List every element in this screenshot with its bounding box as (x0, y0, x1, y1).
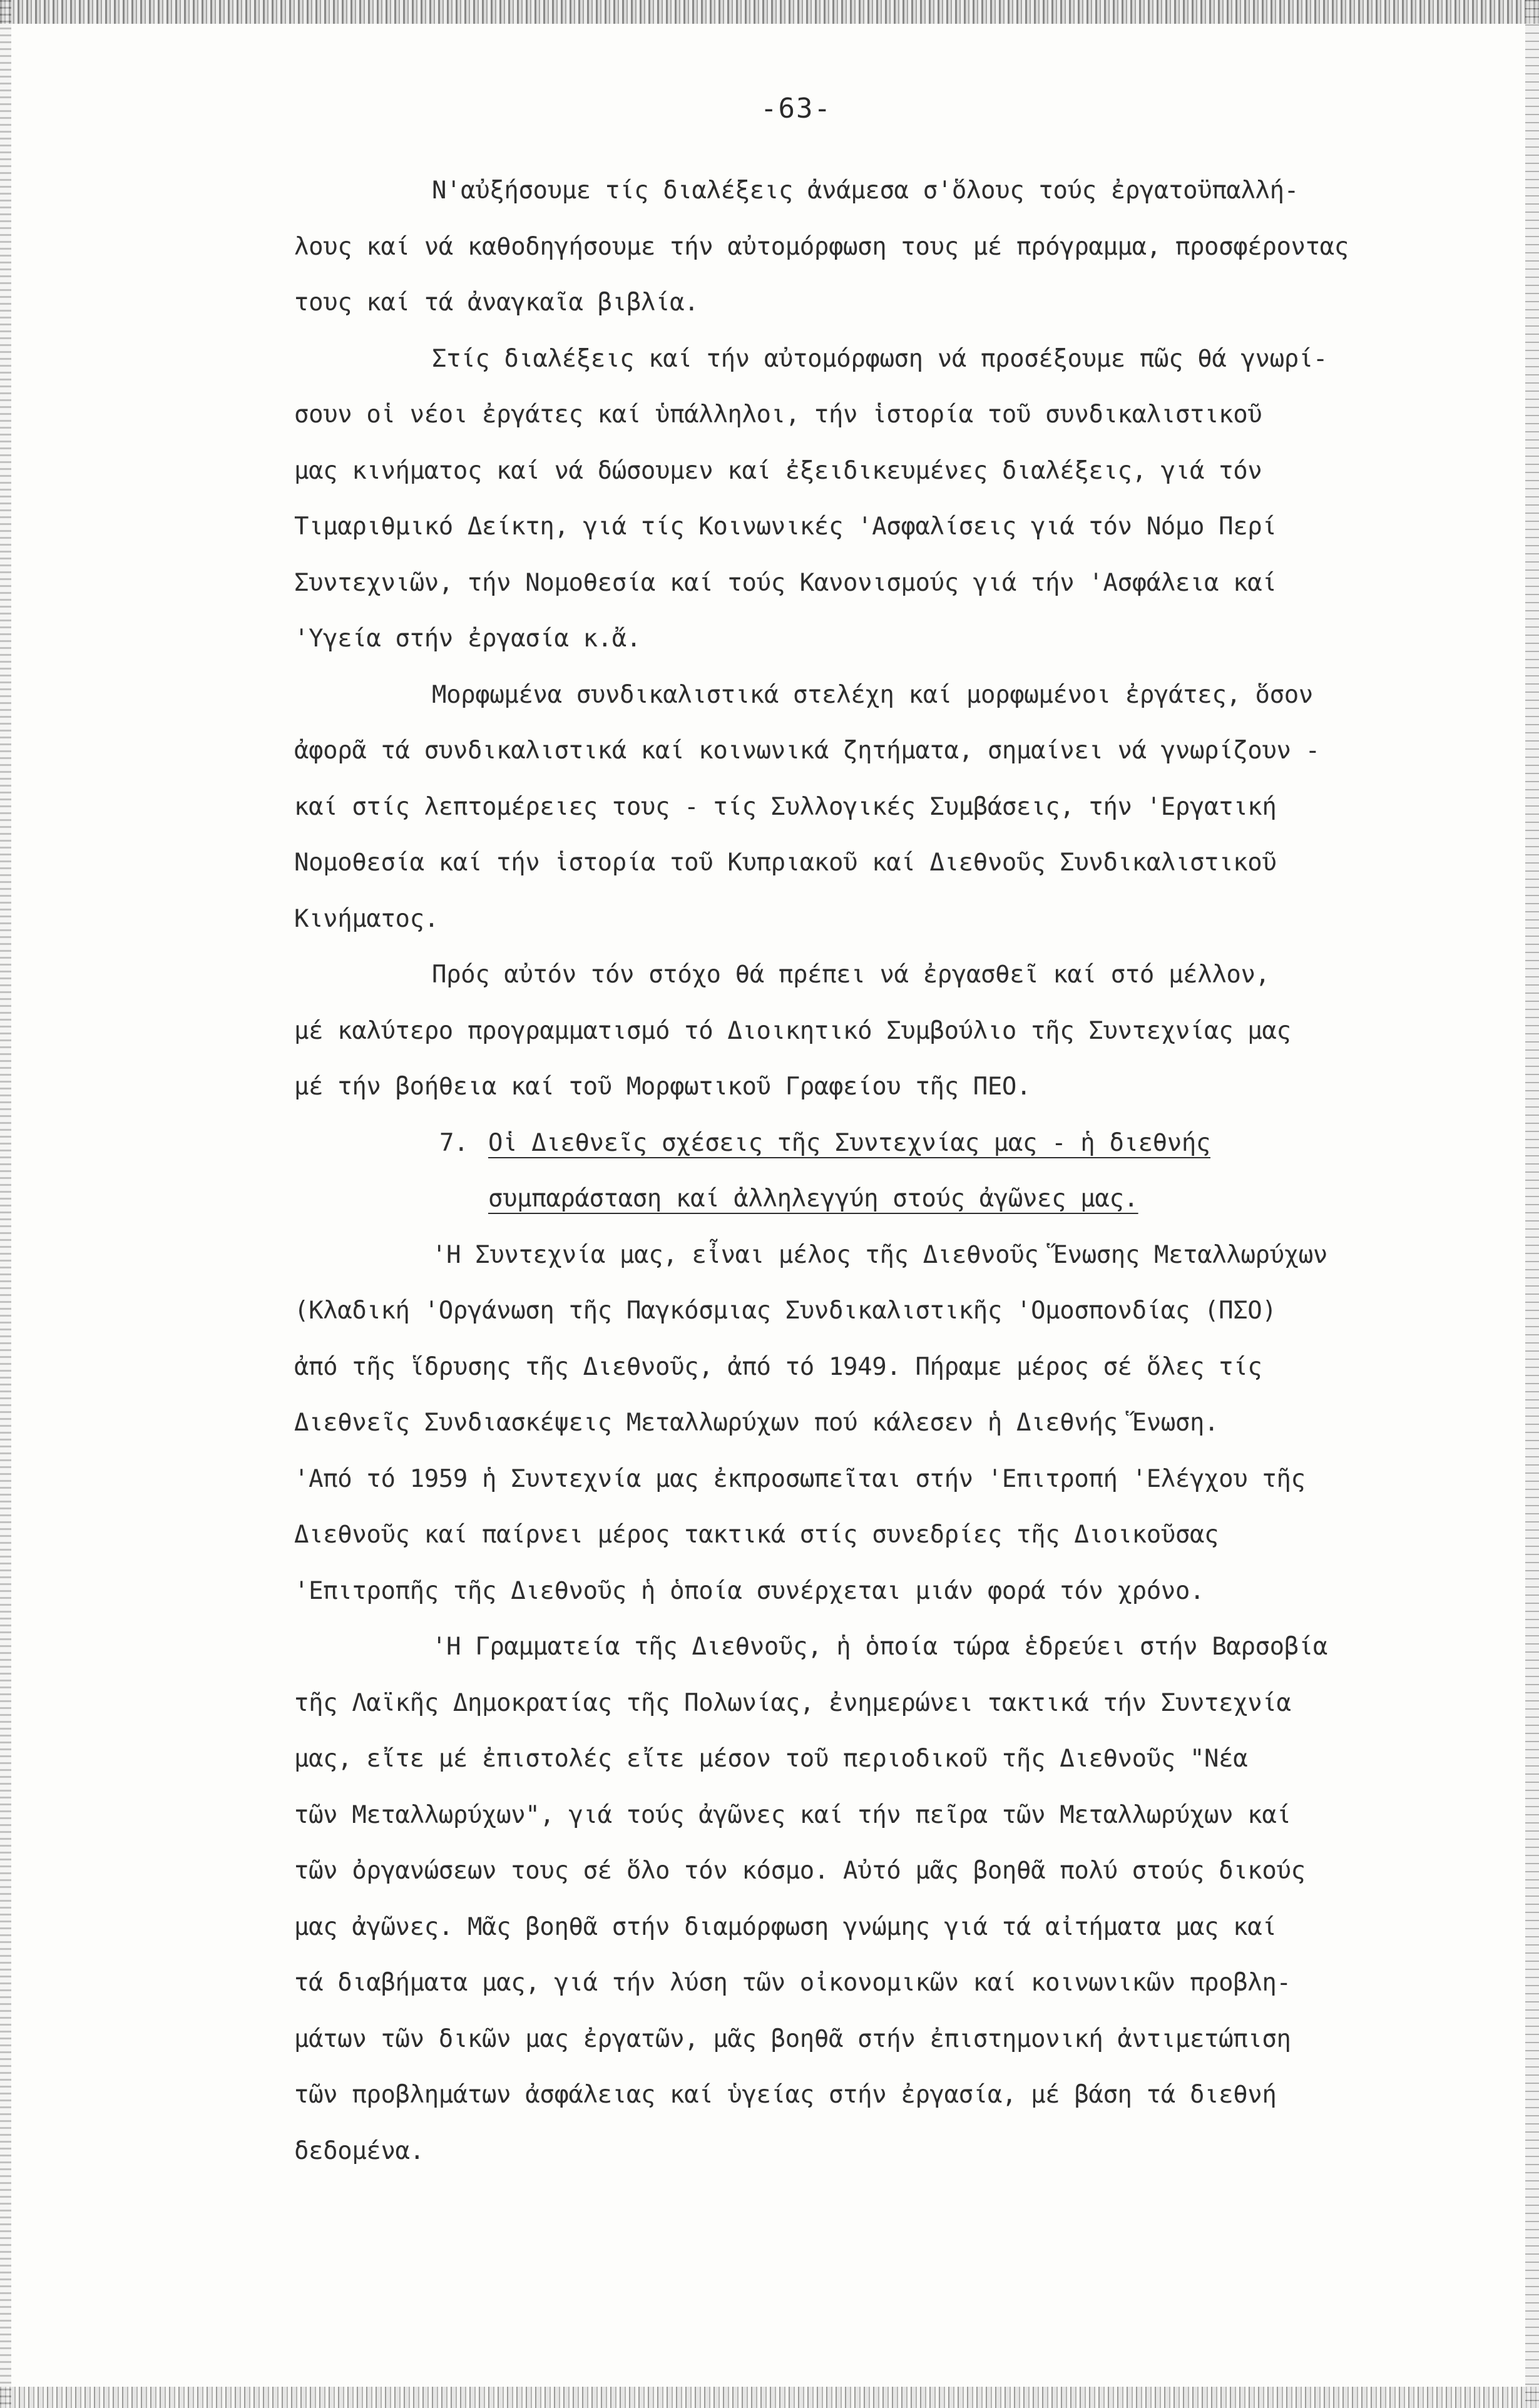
section-title-line-2: συμπαράσταση καί ἀλληλεγγύη στούς ἀγῶνες μας. (488, 1185, 1138, 1213)
section-paragraph-2-line-4: τῶν Μεταλλωρύχων", γιά τούς ἀγῶνες καί τήν πεῖρα τῶν Μεταλλωρύχων καί (294, 1800, 1291, 1829)
section-paragraph-1-line-4: Διεθνεῖς Συνδιασκέψεις Μεταλλωρύχων πού κάλεσεν ἡ Διεθνής Ἕνωση. (294, 1409, 1219, 1437)
scan-edge-right (1525, 0, 1539, 2408)
section-paragraph-2-line-5: τῶν ὀργανώσεων τους σέ ὅλο τόν κόσμο. Αὐτό μᾶς βοηθᾶ πολύ στούς δικούς (294, 1857, 1306, 1885)
page-number: -63- (760, 93, 832, 125)
section-paragraph-2-line-3: μας, εἴτε μέ ἐπιστολές εἴτε μέσον τοῦ περιοδικοῦ τῆς Διεθνοῦς "Νέα (294, 1745, 1248, 1773)
section-heading-continued (294, 1171, 1427, 1227)
section-paragraph-1-line-6: Διεθνοῦς καί παίρνει μέρος τακτικά στίς συνεδρίες τῆς Διοικοῦσας (294, 1521, 1219, 1549)
section-paragraph-2-line-7: τά διαβήματα μας, γιά τήν λύση τῶν οἰκονομικῶν καί κοινωνικῶν προβλη- (294, 1969, 1291, 1997)
section-paragraph-1-line-3: ἀπό τῆς ἵδρυσης τῆς Διεθνοῦς, ἀπό τό 1949. Πήραμε μέρος σέ ὅλες τίς (294, 1352, 1262, 1381)
paragraph-3-line-3: καί στίς λεπτομέρειες τους - τίς Συλλογικές Συμβάσεις, τήν 'Εργατική (294, 792, 1277, 821)
paragraph-2-line-4: Τιμαριθμικό Δείκτη, γιά τίς Κοινωνικές 'Ασφαλίσεις γιά τόν Νόμο Περί (294, 513, 1277, 541)
paragraph-1-line-3: τους καί τά ἀναγκαῖα βιβλία. (294, 288, 699, 317)
document-body (294, 163, 1427, 2179)
section-paragraph-2-line-9: τῶν προβλημάτων ἀσφάλειας καί ὑγείας στήν ἐργασία, μέ βάση τά διεθνή (294, 2081, 1277, 2109)
paragraph-3-line-2: ἀφορᾶ τά συνδικαλιστικά καί κοινωνικά ζητήματα, σημαίνει νά γνωρίζουν - (294, 737, 1320, 765)
paragraph-3-line-5: Κινήματος. (294, 904, 439, 933)
section-number: 7. (439, 1128, 469, 1157)
section-paragraph-2-line-6: μας ἀγῶνες. Μᾶς βοηθᾶ στήν διαμόρφωση γνώμης γιά τά αἰτήματα μας καί (294, 1912, 1277, 1941)
paragraph-4-line-2: μέ καλύτερο προγραμματισμό τό Διοικητικό Συμβούλιο τῆς Συντεχνίας μας (294, 1016, 1291, 1045)
paragraph-4-line-3: μέ τήν βοήθεια καί τοῦ Μορφωτικοῦ Γραφείου τῆς ΠΕΟ. (294, 1073, 1031, 1101)
section-paragraph-2-line-1: 'Η Γραμματεία τῆς Διεθνοῦς, ἡ ὁποία τώρα ἑδρεύει στήν Βαρσοβία (432, 1633, 1327, 1661)
section-paragraph-1-line-7: 'Επιτροπῆς τῆς Διεθνοῦς ἡ ὁποία συνέρχεται μιάν φορά τόν χρόνο. (294, 1576, 1205, 1605)
paragraph-2-line-1: Στίς διαλέξεις καί τήν αὐτομόρφωση νά προσέξουμε πῶς θά γνωρί- (432, 344, 1327, 373)
paragraph-1-line-2: λους καί νά καθοδηγήσουμε τήν αὐτομόρφωση τους μέ πρόγραμμα, προσφέροντας (294, 232, 1349, 261)
section-paragraph-2-line-10: δεδομένα. (294, 2136, 424, 2165)
section-paragraph-1-line-5: 'Από τό 1959 ἡ Συντεχνία μας ἐκπροσωπεῖται στήν 'Επιτροπή 'Ελέγχου τῆς (294, 1464, 1306, 1493)
paragraph-2-line-2: σουν οἱ νέοι ἐργάτες καί ὑπάλληλοι, τήν ἱστορία τοῦ συνδικαλιστικοῦ (294, 400, 1262, 429)
section-title-line-1: Οἱ Διεθνεῖς σχέσεις τῆς Συντεχνίας μας - ἡ διεθνής (488, 1128, 1210, 1157)
scan-edge-bottom (0, 2387, 1539, 2408)
paragraph-3-line-4: Νομοθεσία καί τήν ἱστορία τοῦ Κυπριακοῦ καί Διεθνοῦς Συνδικαλιστικοῦ (294, 849, 1277, 877)
section-paragraph-1-line-1: 'Η Συντεχνία μας, εἶναι μέλος τῆς Διεθνοῦς Ἕνωσης Μεταλλωρύχων (432, 1240, 1327, 1269)
section-paragraph-2-line-2: τῆς Λαϊκῆς Δημοκρατίας τῆς Πολωνίας, ἐνημερώνει τακτικά τήν Συντεχνία (294, 1688, 1291, 1717)
scan-edge-left (0, 0, 11, 2408)
paragraph-4-line-1: Πρός αὐτόν τόν στόχο θά πρέπει νά ἐργασθεῖ καί στό μέλλον, (432, 961, 1270, 989)
section-heading (294, 1115, 1427, 1171)
scan-edge-top (0, 0, 1539, 24)
section-paragraph-1-line-2: (Κλαδική 'Οργάνωση τῆς Παγκόσμιας Συνδικαλιστικῆς 'Ομοσπονδίας (ΠΣΟ) (294, 1297, 1277, 1325)
paragraph-3-line-1: Μορφωμένα συνδικαλιστικά στελέχη καί μορφωμένοι ἐργάτες, ὅσον (432, 680, 1313, 709)
paragraph-1-line-1: Ν'αὐξήσουμε τίς διαλέξεις ἀνάμεσα σ'ὅλους τούς ἐργατοϋπαλλή- (432, 176, 1299, 205)
paragraph-2-line-3: μας κινήματος καί νά δώσουμεν καί ἐξειδικευμένες διαλέξεις, γιά τόν (294, 456, 1262, 485)
paragraph-2-line-6: 'Υγεία στήν ἐργασία κ.ἄ. (294, 625, 641, 653)
section-paragraph-2-line-8: μάτων τῶν δικῶν μας ἐργατῶν, μᾶς βοηθᾶ στήν ἐπιστημονική ἀντιμετώπιση (294, 2024, 1291, 2053)
paragraph-2-line-5: Συντεχνιῶν, τήν Νομοθεσία καί τούς Κανονισμούς γιά τήν 'Ασφάλεια καί (294, 568, 1277, 597)
